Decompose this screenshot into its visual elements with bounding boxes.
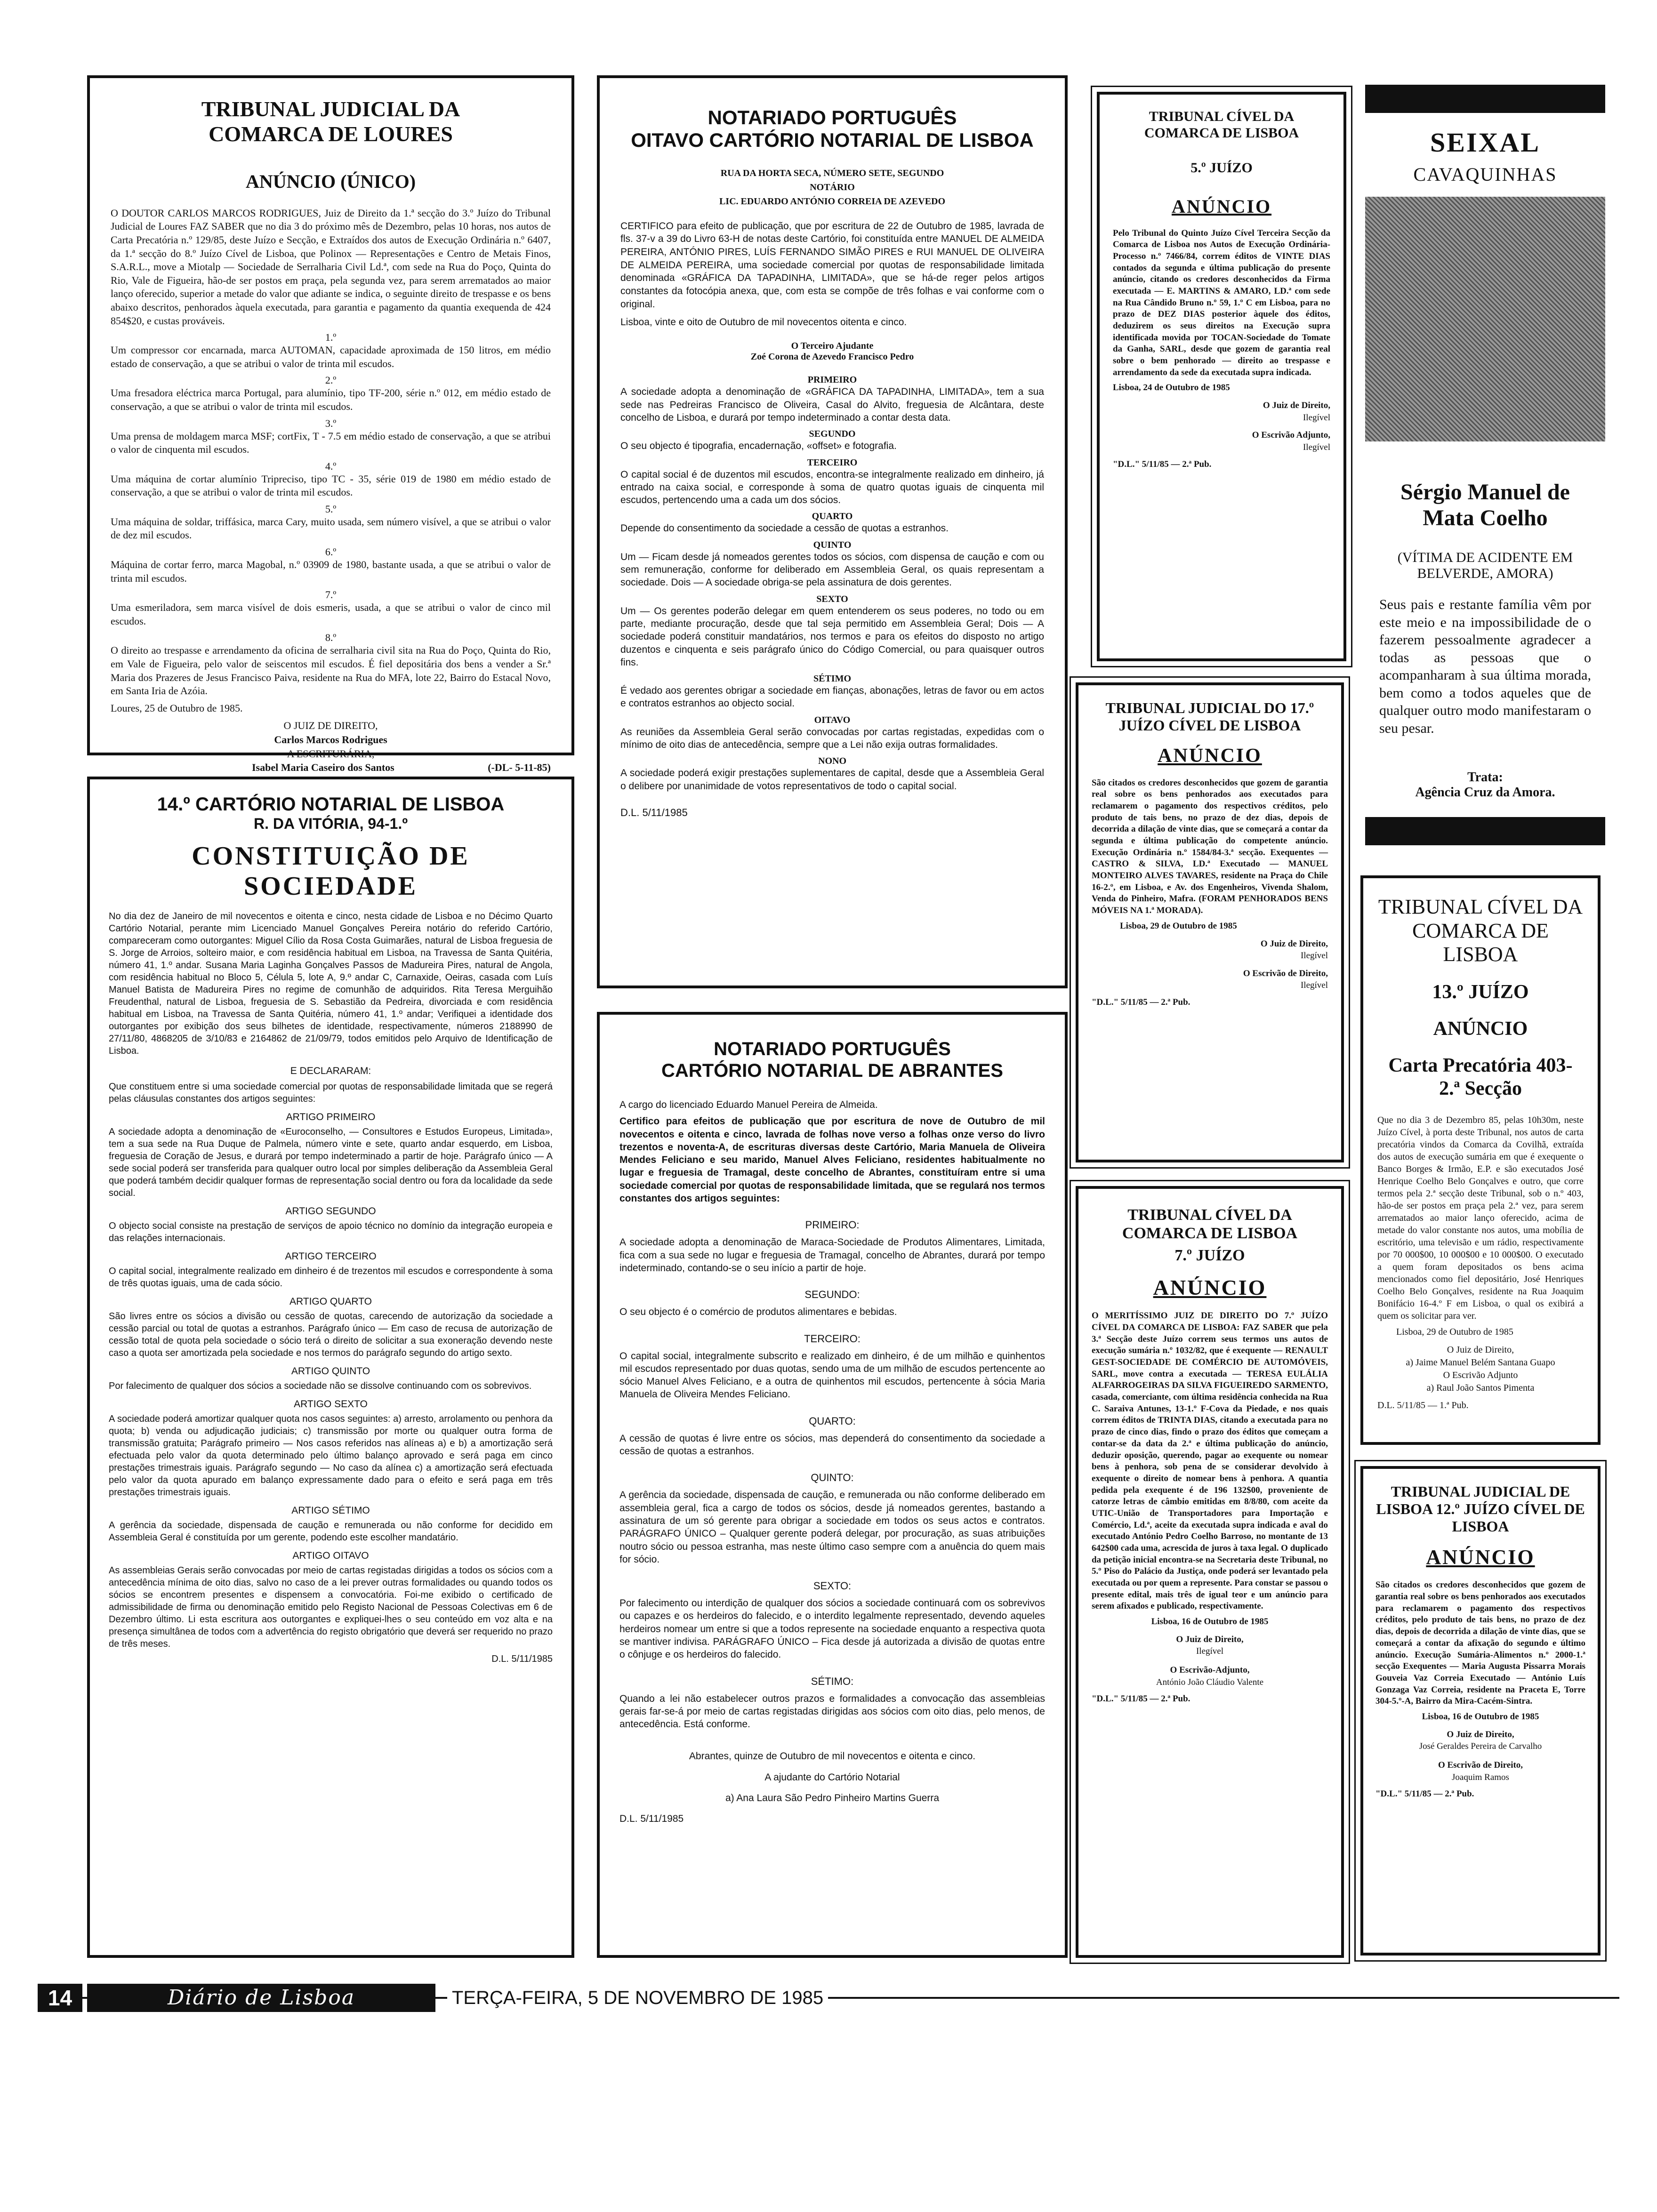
seixal-subtitle: CAVAQUINHAS: [1413, 163, 1557, 185]
j17-text: São citados os credores desconhecidos que gozem de garantia real sobre os bens penhorados aos executados para reclamarem o pagamento dos respectivos créditos, pelo produto de tais bens, no prazo de dez dias, depois de decorrida a dilação de vinte dias, que se começará a contar da segunda e última publicação do competente anúncio. Execução Ordinária n.º 1584/84-3.ª secção. Exequentes — CASTRO & SILVA, LD.ª Executado — MANUEL MONTEIRO ALVES TAVARES, residente na Praça do Chile 16-2.º, em Lisboa, e Av. dos Engenheiros, Vivenda Shalom, Venda do Pinheiro, Mafra. (FORAM PENHORADOS BENS MÓVEIS NA 1.ª MORADA).: [1092, 777, 1328, 916]
loures-item-text: Um compressor cor encarnada, marca AUTOMAN, capacidade aproximada de 150 litros, em médio estado de conservação, a que se atribui o valor de trinta mil escudos.: [111, 344, 551, 369]
oitavo-section-text: Depende do consentimento da sociedade a cessão de quotas a estranhos.: [620, 523, 949, 534]
cart14-title: 14.º CARTÓRIO NOTARIAL DE LISBOA: [157, 794, 505, 815]
cart14-intro: No dia dez de Janeiro de mil novecentos e oitenta e cinco, nesta cidade de Lisboa e no Décimo Quarto Cartório Notarial, perante mim Licenciado Manuel Gonçalves Pereira notário do referido Cartório, compareceram como outorgantes: Miguel Cílio da Rosa Costa Guimarães, natural de Lisboa freguesia de S. Jorge de Arroios, solteiro maior, e com residência habitual em Lisboa, na Travessa de Santa Quitéria, número 41, 1.º andar. Susana Maria Laginha Gonçalves Passos de Madureira Pires, natural de Angola, com residência habitual no Bloco 5, Célula 5, lote A, 9.º andar C, Carnaxide, Oeiras, casada com Luís Manuel Batista de Madureira Pires no regime de comunhão de adquiridos. Rita Teresa Merguihão Freudenthal, natural de Lisboa, freguesia de S. Sebastião da Pedreira, divorciada e com residência habitual em Lisboa, na Travessa de Santa Quitéria, número 41, 1.º andar; Verifiquei a identidade dos outorgantes por exibição dos seus bilhetes de identidade, respectivamente, números 2188990 de 27/11/80, 4868205 de 3/10/83 e 2164862 de 21/09/79, todos emitidos pelo Arquivo de Identificação de Lisboa.: [109, 911, 553, 1056]
oitavo-title-2: OITAVO CARTÓRIO NOTARIAL DE LISBOA: [631, 129, 1034, 152]
cart14-article-heading: ARTIGO QUINTO: [291, 1365, 370, 1377]
loures-subtitle: ANÚNCIO (ÚNICO): [245, 170, 416, 192]
j12-text: São citados os credores desconhecidos que gozem de garantia real sobre os bens penhorados aos executados para reclamarem o pagamento dos respectivos créditos, pelo produto de tais bens, no prazo de dez dias, depois de decorrida a dilação de vinte dias, que se começará a contar da afixação do segundo e último anúncio. Execução Sumária-Alimentos n.º 2000-1.ª secção Exequentes — Maria Augusta Pissarra Morais Gouveia Vaz Correia Executado — António Luís Gonzaga Vaz Correia, residente na Praceta E, Torre 304-5.º-A, Bairro da Mira-Cacém-Sintra.: [1375, 1580, 1585, 1707]
loures-item-heading: 7.º: [325, 589, 337, 601]
j17-date: Lisboa, 29 de Outubro de 1985: [1120, 921, 1237, 931]
cart14-article-heading: ARTIGO PRIMEIRO: [286, 1111, 376, 1122]
notice-civel-13-juizo: [1360, 875, 1601, 1445]
loures-dl: (-DL- 5-11-85): [488, 761, 551, 774]
obituary-photo: [1365, 197, 1605, 441]
j12-title: TRIBUNAL JUDICIAL DE LISBOA 12.º JUÍZO CÍVEL DE LISBOA: [1376, 1483, 1585, 1535]
abrantes-section-heading: SÉTIMO:: [811, 1675, 854, 1687]
loures-item-text: Uma fresadora eléctrica marca Portugal, para alumínio, tipo TF-200, série n.º 012, em médio estado de conservação, a que se atribui o valor de trinta mil escudos.: [111, 387, 551, 412]
civel5-text: Pelo Tribunal do Quinto Juízo Cível Terceira Secção da Comarca de Lisboa nos Autos de Execução Ordinária-Processo n.º 7466/84, correm éditos de VINTE DIAS contados da segunda e última publicação do presente anúncio, citando os credores desconhecidos da Firma executada — E. MARTINS & AMARO, LD.ª com sede na Rua Cândido Bruno n.º 59, 1.º C em Lisboa, para no prazo de DEZ DIAS posterior àquele dos éditos, deduzirem os seus direitos na Execução supra identificada movida por TOCAN-Sociedade do Tomate da Ganha, SARL, desde que gozem de garantia real sobre o bem penhorado — direito ao trespasse e arrendamento da sede da executada supra indicada.: [1113, 228, 1330, 377]
abrantes-section-heading: QUARTO:: [809, 1415, 856, 1427]
cart14-article-text: As assembleias Gerais serão convocadas por meio de cartas registadas dirigidas a todos os sócios com a antecedência mínima de oito dias, salvo no caso de a lei prever outras formalidades ou quando todos os sócios se encontrem presentes e dispensem a convocatória. Foi-me exibido o certificado de admissibilidade de firma ou denominação emitido pelo Registo Nacional de Pessoas Colectivas em 6 de Dezembro último. Li esta escritura aos outorgantes e expliquei-lhes o seu conteúdo em voz alta e na presença simultânea de todos com a advertência do registo obrigatório que deverá ser requerido no prazo de três meses.: [109, 1565, 553, 1649]
abrantes-section-text: A cessão de quotas é livre entre os sócios, mas dependerá do consentimento da sociedade a cessão de quotas a estranhos.: [619, 1433, 1045, 1457]
civel13-judge-name: a) Jaime Manuel Belém Santana Guapo: [1406, 1357, 1555, 1368]
cart14-article-heading: ARTIGO SEXTO: [294, 1398, 368, 1410]
oitavo-notary-name: LIC. EDUARDO ANTÓNIO CORREIA DE AZEVEDO: [719, 196, 946, 207]
loures-intro: O DOUTOR CARLOS MARCOS RODRIGUES, Juiz de Direito da 1.ª secção do 3.º Juízo do Tribunal Judicial de Loures FAZ SABER que no dia 3 do próximo mês de Dezembro, pelas 10 horas, nos autos de Carta Precatória n.º 129/85, deste Juízo e Secção, e Extraídos dos autos de Execução Ordinária n.º 6407, da 1.ª secção do 8.º Juízo Cível de Lisboa, que Polinox — Representações e Centro de Metais Finos, S.A.R.L., move a Miotalp — Sociedade de Serralharia Civil Ld.ª, com sede na Rua do Poço, Quinta do Rio, Vale de Figueira, hão-de ser postos em praça, pela segunda vez, para serem arrematados ao maior lanço oferecido, superior a metade do valor que adiante se indica, o seguinte direito de trespasse e os bens abaixo descritos, penhorados àquela executada, para garantia e pagamento da quantia exequenda de 424 854$20, e custas prováveis.: [111, 207, 551, 327]
loures-items: [111, 331, 551, 698]
civel7-clerk: O Escrivão-Adjunto,: [1170, 1665, 1250, 1675]
notice-abrantes: [597, 1012, 1068, 1958]
j17-clerk: O Escrivão de Direito,: [1243, 968, 1328, 978]
abrantes-section-text: O capital social, integralmente subscrito e realizado em dinheiro, é de um milhão e quinhentos mil escudos representado por duas quotas, sendo uma de um milhão de escudos pertencente ao sócio Manuel Alves Feliciano, e a outra de quinhentos mil escudos, pertencente à sócia Maria Manuela de Oliveira Mendes Feliciano.: [619, 1350, 1045, 1400]
cart14-article-text: A sociedade poderá amortizar qualquer quota nos casos seguintes: a) arresto, arrolamento ou penhora da quota; b) venda ou adjudicação judiciais; c) transmissão por morte ou qualquer outra forma de transmissão gratuita; Parágrafo primeiro — Nos casos referidos nas alíneas a) e b) a amortização será efectuada pelo valor da quota determinado pelo último balanço aprovado e será paga em cinco prestações trimestrais iguais. Parágrafo segundo — No caso da alínea c) a amortização será efectuada pelo valor da quota apurado em balanço expressamente dado para o efeito e será paga em três prestações trimestrais iguais.: [109, 1413, 553, 1498]
oitavo-section-text: O capital social é de duzentos mil escudos, encontra-se integralmente realizado em dinheiro, já entrado na caixa social, e corresponde à soma de quatro quotas iguais de cinquenta mil escudos, pertencendo uma a cada um dos sócios.: [620, 469, 1044, 506]
civel7-juizo: 7.º JUÍZO: [1174, 1247, 1245, 1265]
civel13-title: TRIBUNAL CÍVEL DA COMARCA DE LISBOA: [1378, 895, 1583, 966]
notice-judicial-12-juizo: [1360, 1466, 1601, 1956]
oitavo-section-text: As reuniões da Assembleia Geral serão convocadas por cartas registadas, expedidas com o mínimo de oito dias de antecedência, sempre que a Lei não exija outras formalidades.: [620, 726, 1044, 750]
civel13-clerk: O Escrivão Adjunto: [1443, 1370, 1518, 1380]
abrantes-section-text: Por falecimento ou interdição de qualquer dos sócios a sociedade continuará com os sobrevivos ou capazes e os herdeiros do falecido, e o interdito legalmente representado, devendo aqueles herdeiros nomear um entre si que a todos represente na sociedade enquanto a respectiva quota se mantiver indivisa. PARÁGRAFO ÚNICO – Fica desde já autorizada a divisão de quotas entre o cônjuge e os herdeiros do falecido.: [619, 1598, 1045, 1660]
cart14-article-heading: ARTIGO SEGUNDO: [285, 1205, 376, 1217]
loures-item-text: Uma máquina de cortar alumínio Tripreciso, tipo TC - 35, série 019 de 1980 em médio estado de conservação, a que se atribui o valor de trinta mil escudos.: [111, 473, 551, 498]
j12-clerk: O Escrivão de Direito,: [1438, 1760, 1523, 1770]
oitavo-section-text: A sociedade poderá exigir prestações suplementares de capital, desde que a Assembleia Geral o delibere por unanimidade de votos representativos de todo o capital social.: [620, 768, 1044, 792]
loures-item-heading: 3.º: [325, 417, 337, 429]
oitavo-ajudante-name: Zoé Corona de Azevedo Francisco Pedro: [750, 352, 914, 362]
loures-item-heading: 4.º: [325, 460, 337, 472]
notice-judicial-17-juizo: [1076, 682, 1344, 1162]
civel5-juizo: 5.º JUÍZO: [1190, 160, 1253, 176]
oitavo-section-text: A sociedade adopta a denominação de «GRÁFICA DA TAPADINHA, LIMITADA», tem a sua sede nas Pedreiras Francisco de Oliveira, Casal do Alvito, freguesia de Alcântara, deste concelho de Lisboa, e durará por tempo indeterminado a contar desta data.: [620, 386, 1044, 423]
civel5-anuncio: ANÚNCIO: [1171, 195, 1272, 217]
civel7-clerk-name: António João Cláudio Valente: [1156, 1677, 1264, 1687]
notice-loures: [87, 75, 574, 774]
oitavo-section-heading: SEXTO: [816, 593, 848, 604]
cart14-article-text: A sociedade adopta a denominação de «Euroconselho, — Consultores e Estudos Europeus, Limitada», tem a sua sede na Rua Duque de Palmela, número vinte e sete, quarto andar esquerdo, em Lisboa, freguesia de Coração de Jesus, e durará por tempo indeterminado a partir de hoje. Parágrafo único — A sede social poderá ser transferida para qualquer outro local por simples deliberação da Assembleia Geral que poderá também decidir qualquer formas de representação social dentro ou fora da localidade da sede social.: [109, 1126, 553, 1198]
abrantes-section-text: Quando a lei não estabelecer outros prazos e formalidades a convocação das assembleias gerais far-se-á por meio de cartas registadas dirigidas aos sócios com oito dias, pelo menos, de antecedência. Está conforme.: [619, 1693, 1045, 1730]
oitavo-section-heading: SÉTIMO: [813, 673, 852, 684]
issue-date: TERÇA-FEIRA, 5 DE NOVEMBRO DE 1985: [447, 1987, 828, 2009]
loures-item-heading: 6.º: [325, 546, 337, 558]
oitavo-title-1: NOTARIADO PORTUGUÊS: [708, 106, 957, 128]
oitavo-section-text: Um — Ficam desde já nomeados gerentes todos os sócios, com dispensa de caução e com ou sem remuneração, conforme for deliberado em Assembleia Geral, os quais representam a sociedade. Dois — A sociedade obriga-se pela assinatura de dois gerentes.: [620, 551, 1044, 588]
cart14-article-heading: ARTIGO OITAVO: [292, 1550, 369, 1561]
civel5-date: Lisboa, 24 de Outubro de 1985: [1113, 383, 1230, 393]
oitavo-section-heading: OITAVO: [814, 714, 851, 725]
civel5-judge: O Juiz de Direito,: [1263, 401, 1330, 411]
cart14-article-text: Por falecimento de qualquer dos sócios a sociedade não se dissolve continuando com os sobrevivos.: [109, 1380, 532, 1391]
notice-civel-5-juizo: [1097, 92, 1346, 661]
civel13-juizo: 13.º JUÍZO: [1432, 981, 1529, 1003]
abrantes-dl: D.L. 5/11/1985: [619, 1813, 684, 1824]
cart14-article-text: A gerência da sociedade, dispensada de caução e remunerada ou não conforme for decidido em Assembleia Geral é constituída por um gerente, podendo este escolher mandatário.: [109, 1520, 553, 1543]
oitavo-section-heading: QUARTO: [812, 511, 853, 522]
oitavo-section-heading: SEGUNDO: [809, 429, 856, 440]
loures-item-text: Uma prensa de moldagem marca MSF; cortFix, T - 7.5 em médio estado de conservação, a que se atribui o valor de cinquenta mil escudos.: [111, 430, 551, 456]
civel7-judge: O Juiz de Direito,: [1176, 1634, 1244, 1644]
oitavo-ajudante-role: O Terceiro Ajudante: [791, 341, 874, 352]
oitavo-address: RUA DA HORTA SECA, NÚMERO SETE, SEGUNDO: [720, 168, 944, 178]
loures-item-heading: 2.º: [325, 374, 337, 386]
civel7-title: TRIBUNAL CÍVEL DA COMARCA DE LISBOA: [1122, 1206, 1298, 1242]
abrantes-place: Abrantes, quinze de Outubro de mil novecentos e oitenta e cinco.: [689, 1750, 976, 1762]
loures-sig-name: Carlos Marcos Rodrigues: [274, 734, 387, 746]
abrantes-ajudante-name: a) Ana Laura São Pedro Pinheiro Martins Guerra: [725, 1792, 940, 1803]
civel7-anuncio: ANÚNCIO: [1153, 1275, 1267, 1300]
loures-sig2-name: Isabel Maria Caseiro dos Santos: [252, 761, 394, 774]
j17-judge-name: Ilegível: [1300, 951, 1328, 961]
oitavo-section-heading: PRIMEIRO: [807, 375, 857, 385]
loures-item-text: O direito ao trespasse e arrendamento da oficina de serralharia civil sita na Rua do Poço, Quinta do Rio, em Vale de Figueira, pelo valor de seiscentos mil escudos. É fiel depositária dos bens a vender a Sr.ª Maria dos Prazeres de Jesus Francisco Paiva, residente na Rua do MFA, lote 22, Bairro do Estacal Novo, em Santa Iria de Azóia.: [111, 644, 551, 697]
page-footer: [38, 1984, 1619, 2012]
seixal-trata: Trata:: [1467, 770, 1503, 785]
abrantes-ajudante: A ajudante do Cartório Notarial: [764, 1771, 900, 1783]
j12-judge-name: José Geraldes Pereira de Carvalho: [1419, 1741, 1542, 1752]
civel5-clerk: O Escrivão Adjunto,: [1252, 430, 1330, 441]
obituary-bottom-band: [1365, 817, 1605, 845]
oitavo-notary-label: NOTÁRIO: [810, 182, 855, 192]
abrantes-section-heading: SEXTO:: [813, 1580, 852, 1592]
seixal-name: Sérgio Manuel de Mata Coelho: [1400, 479, 1570, 530]
civel13-anuncio: ANÚNCIO: [1433, 1018, 1528, 1040]
j17-clerk-name: Ilegível: [1300, 980, 1328, 991]
cart14-article-text: O objecto social consiste na prestação de serviços de apoio técnico no domínio da integração europeia e das relações internacionais.: [109, 1220, 553, 1243]
obituary-top-band: [1365, 85, 1605, 113]
abrantes-p0: A cargo do licenciado Eduardo Manuel Pereira de Almeida.: [619, 1099, 878, 1110]
oitavo-section-heading: TERCEIRO: [807, 457, 858, 468]
page-number: 14: [38, 1984, 82, 2012]
cart14-article-text: O capital social, integralmente realizado em dinheiro é de trezentos mil escudos e correspondente à soma de três quotas iguais, uma de cada sócio.: [109, 1266, 553, 1289]
civel5-dl: "D.L." 5/11/85 — 2.ª Pub.: [1113, 459, 1212, 469]
oitavo-section-heading: QUINTO: [813, 539, 852, 550]
cart14-dl: D.L. 5/11/1985: [491, 1653, 553, 1664]
j12-date: Lisboa, 16 de Outubro de 1985: [1422, 1711, 1539, 1722]
oitavo-cert: CERTIFICO para efeito de publicação, que por escritura de 22 de Outubro de 1985, lavrada de fls. 37-v a 39 do Livro 63-H de notas deste Cartório, foi constituída entre MANUEL DE ALMEIDA PEREIRA, ANTÓNIO PIRES, LUÍS FERNANDO SIMÃO PIRES e RUI MANUEL DE OLIVEIRA DE ALMEIDA PEREIRA, uma sociedade comercial por quotas de responsabilidade limitada denominada «GRÁFICA DA TAPADINHA, LIMITADA», que se há-de reger pelos artigos constantes da fotocópia anexa, que, com esta se compõe de três folhas e vai conforme com o original.: [620, 220, 1044, 310]
civel13-carta: Carta Precatória 403-2.ª Secção: [1388, 1055, 1573, 1099]
oitavo-place: Lisboa, vinte e oito de Outubro de mil novecentos oitenta e cinco.: [620, 316, 907, 328]
seixal-agency: Agência Cruz da Amora.: [1415, 785, 1555, 800]
j17-judge: O Juiz de Direito,: [1260, 938, 1328, 949]
abrantes-section-heading: SEGUNDO:: [804, 1289, 860, 1301]
civel7-text: O MERITÍSSIMO JUIZ DE DIREITO DO 7.º JUÍZO CÍVEL DA COMARCA DE LISBOA: FAZ SABER que pela 3.ª Secção deste Juízo correm seus termos uns autos de execução sumária n.º 1032/82, que é exequente — RENAULT GEST-SOCIEDADE DE COMÉRCIO DE AUTOMÓVEIS, SARL, move contra a executada — TERESA EULÁLIA ALFARROGEIRAS DA SILVA FIGUEIREDO SARMENTO, casada, comerciante, com última residência conhecida na Rua C. Saraiva Antunes, 13-1.º F-Cova da Piedade, e nos quais correm éditos de TRINTA DIAS, citando a executada para no prazo de cinco dias, findo o prazo dos éditos que começam a contar-se da data da 2.ª e última publicação do anúncio, deduzir oposição, querendo, pagar ao exequente ou nomear bens à penhora, sob pena de se considerar devolvido à exequente o direito de nomear bens à penhora. A quantia pedida pela exequente é de 196 132$00, proveniente de catorze letras de câmbio emitidas em 8/8/80, com aceite da UTIC-União de Transportadores para Importação e Comércio, Ld.ª, aceite da executada supra indicada e aval do executado António Pedro Coelho Barroso, no montante de 13 642$00 cada uma, acrescida de juros à taxa legal. O duplicado da petição inicial encontra-se na Secretaria deste Tribunal, no 5.º Piso do Palácio da Justiça, onde poderá ser levantado pela executada ou por quem a represente. Para constar se passou o presente edital, mais três de igual teor e um anúncio para serem afixados e publicado, respectivamente.: [1092, 1311, 1328, 1611]
j12-judge: O Juiz de Direito,: [1447, 1729, 1514, 1739]
civel13-clerk-name: a) Raul João Santos Pimenta: [1426, 1382, 1535, 1393]
cart14-article-heading: ARTIGO TERCEIRO: [285, 1250, 377, 1262]
oitavo-sections: [620, 375, 1044, 793]
seixal-victim: (VÍTIMA DE ACIDENTE EM BELVERDE, AMORA): [1397, 550, 1573, 582]
j12-dl: "D.L." 5/11/85 — 2.ª Pub.: [1375, 1789, 1474, 1799]
civel13-dl: D.L. 5/11/85 — 1.ª Pub.: [1377, 1400, 1469, 1411]
oitavo-section-text: O seu objecto é tipografia, encadernação, «offset» e fotografia.: [620, 441, 897, 452]
abrantes-section-heading: TERCEIRO:: [804, 1332, 861, 1345]
abrantes-section-text: O seu objecto é o comércio de produtos alimentares e bebidas.: [619, 1306, 897, 1318]
loures-item-heading: 5.º: [325, 503, 337, 515]
abrantes-section-text: A sociedade adopta a denominação de Maraca-Sociedade de Produtos Alimentares, Limitada, fica com a sua sede no lugar e freguesia de Tramagal, concelho de Abrantes, durará por tempo indeterminado, contando-se o seu início a partir de hoje.: [619, 1237, 1045, 1274]
civel7-dl: "D.L." 5/11/85 — 2.ª Pub.: [1092, 1694, 1190, 1704]
seixal-text: Seus pais e restante família vêm por este meio e na impossibilidade de o fazerem pessoalmente agradecer a todas as pessoas que o acompanharam à sua última morada, bem como a todos aqueles que de qualquer outro modo manifestaram o seu pesar.: [1379, 597, 1591, 736]
loures-sig2-role: A ESCRITURÁRIA,: [287, 747, 375, 760]
oitavo-section-text: É vedado aos gerentes obrigar a sociedade em fianças, abonações, letras de favor ou em actos e contratos estranhos ao objecto social.: [620, 685, 1044, 709]
loures-title: TRIBUNAL JUDICIAL DA COMARCA DE LOURES: [201, 97, 460, 146]
abrantes-p1: Certifico para efeitos de publicação que por escritura de nove de Outubro de mil novecentos e oitenta e cinco, lavrada de folhas nove verso a folhas onze verso do livro trezentos e noventa-A, de escrituras diversas deste Cartório, Maria Manuela de Oliveira Mendes Feliciano e seu marido, Manuel Alves Feliciano, residentes habitualmente no lugar e freguesia de Tramagal, deste concelho de Abrantes, constituíram entre si uma sociedade comercial por quotas de responsabilidade limitada, que se regulará nos termos constantes dos artigos seguintes:: [619, 1116, 1045, 1204]
abrantes-title-1: NOTARIADO PORTUGUÊS: [714, 1039, 951, 1059]
civel5-judge-name: Ilegível: [1303, 412, 1330, 423]
j12-clerk-name: Joaquim Ramos: [1452, 1772, 1509, 1782]
loures-item-heading: 1.º: [325, 331, 337, 344]
notice-civel-7-juizo: [1076, 1186, 1344, 1958]
notice-oitavo-cartorio: [597, 75, 1068, 988]
loures-item-text: Máquina de cortar ferro, marca Magobal, n.º 03909 de 1980, bastante usada, a que se atribui o valor de trinta mil escudos.: [111, 559, 551, 584]
cart14-heading: CONSTITUIÇÃO DE SOCIEDADE: [192, 841, 470, 901]
abrantes-section-text: A gerência da sociedade, dispensada de caução, e remunerada ou não conforme deliberado em assembleia geral, fica a cargo de todos os sócios, desde já nomeados gerentes, bastando a assinatura de um só gerente para obrigar a sociedade em todos os seus actos e contratos. PARÁGRAFO ÚNICO – Qualquer gerente poderá delegar, por procuração, as suas atribuições noutro sócio ou pessoa estranha, mas neste último caso sempre com a anuência do quem mais for sócio.: [619, 1490, 1045, 1565]
civel13-judge: O Juiz de Direito,: [1447, 1344, 1514, 1355]
cart14-article-text: São livres entre os sócios a divisão ou cessão de quotas, carecendo de autorização da sociedade a cessão parcial ou total de quotas a estranhos. Parágrafo único — Em caso de recusa de autorização de cessão total de quota pela sociedade o sócio terá o direito de solicitar a sua exoneração devendo neste caso a quota ser amortizada pela sociedade e nos termos do parágrafo segundo do artigo sexto.: [109, 1311, 553, 1358]
oitavo-section-heading: NONO: [818, 756, 846, 767]
civel13-text: Que no dia 3 de Dezembro 85, pelas 10h30m, neste Juízo Cível, à porta deste Tribunal, nos autos de carta precatória vindos da Comarca da Covilhã, extraída dos autos de execução sumária em que é exequente o Banco Borges & Irmão, E.P. e são executados José Henrique Coelho Belo Gonçalves e outro, que corre termos pela 2.ª secção deste Tribunal, sob o n.º 403, hão-de ser postos em praça pela 2.ª vez, para serem arrematados ao maior lanço oferecido, acima de metade do valor constante nos autos, uma mobília de escritório, uma televisão e um rádio, respectivamente por 70 000$00, 10 000$00 e 10 000$00. O executado a quem foram depositados os bens acima mencionados como fiel depositário, José Henriques Coelho Belo Gonçalves, residente na Rua Joaquim Bonifácio 16-4.º F em Lisboa, o qual os exibirá a quem os solicitar para ver.: [1377, 1114, 1584, 1321]
j17-dl: "D.L." 5/11/85 — 2.ª Pub.: [1092, 997, 1190, 1008]
civel7-judge-name: Ilegível: [1196, 1646, 1224, 1657]
loures-item-text: Uma máquina de soldar, triffásica, marca Cary, muito usada, sem número visível, a que se atribui o valor de dez mil escudos.: [111, 515, 551, 541]
cart14-preamble: Que constituem entre si uma sociedade comercial por quotas de responsabilidade limitada que se regerá pelas cláusulas constantes dos artigos seguintes:: [109, 1081, 553, 1104]
cart14-articles: [109, 1112, 553, 1650]
newspaper-name: Diário de Lisboa: [87, 1984, 435, 2012]
oitavo-section-text: Um — Os gerentes poderão delegar em quem entenderem os seus poderes, no todo ou em parte, mediante procuração, desde que tal seja permitido em Assembleia Geral; Dois — A sociedade poderá constituir mandatários, nos termos e para os efeitos do disposto no artigo duzentos e cinquenta e seis parágrafo único do Código Comercial, ou para quaisquer outros fins.: [620, 605, 1044, 668]
civel13-date: Lisboa, 29 de Outubro de 1985: [1396, 1326, 1513, 1337]
j12-anuncio: ANÚNCIO: [1426, 1546, 1535, 1569]
loures-sig-role: O JUIZ DE DIREITO,: [283, 720, 378, 732]
civel7-date: Lisboa, 16 de Outubro de 1985: [1151, 1617, 1269, 1627]
j17-anuncio: ANÚNCIO: [1158, 745, 1262, 767]
civel5-title: TRIBUNAL CÍVEL DA COMARCA DE LISBOA: [1144, 109, 1299, 141]
j17-title: TRIBUNAL JUDICIAL DO 17.º JUÍZO CÍVEL DE LISBOA: [1105, 699, 1314, 734]
abrantes-section-heading: PRIMEIRO:: [805, 1219, 860, 1231]
loures-date: Loures, 25 de Outubro de 1985.: [111, 702, 243, 714]
obituary-seixal: [1365, 85, 1605, 866]
cart14-address: R. DA VITÓRIA, 94-1.º: [254, 815, 408, 832]
abrantes-title-2: CARTÓRIO NOTARIAL DE ABRANTES: [661, 1060, 1003, 1081]
abrantes-sections: [619, 1219, 1045, 1731]
civel5-clerk-name: Ilegível: [1303, 442, 1330, 453]
cart14-article-heading: ARTIGO QUARTO: [289, 1296, 372, 1307]
oitavo-dl: D.L. 5/11/1985: [620, 806, 688, 818]
seixal-title: SEIXAL: [1430, 127, 1540, 158]
cart14-declararam: E DECLARARAM:: [290, 1065, 371, 1076]
cart14-article-heading: ARTIGO SÉTIMO: [291, 1505, 370, 1516]
notice-14-cartorio: [87, 777, 574, 1958]
loures-item-text: Uma esmeriladora, sem marca visível de dois esmeris, usada, a que se atribui o valor de cinco mil escudos.: [111, 601, 551, 627]
abrantes-section-heading: QUINTO:: [811, 1472, 854, 1484]
loures-item-heading: 8.º: [325, 632, 337, 644]
